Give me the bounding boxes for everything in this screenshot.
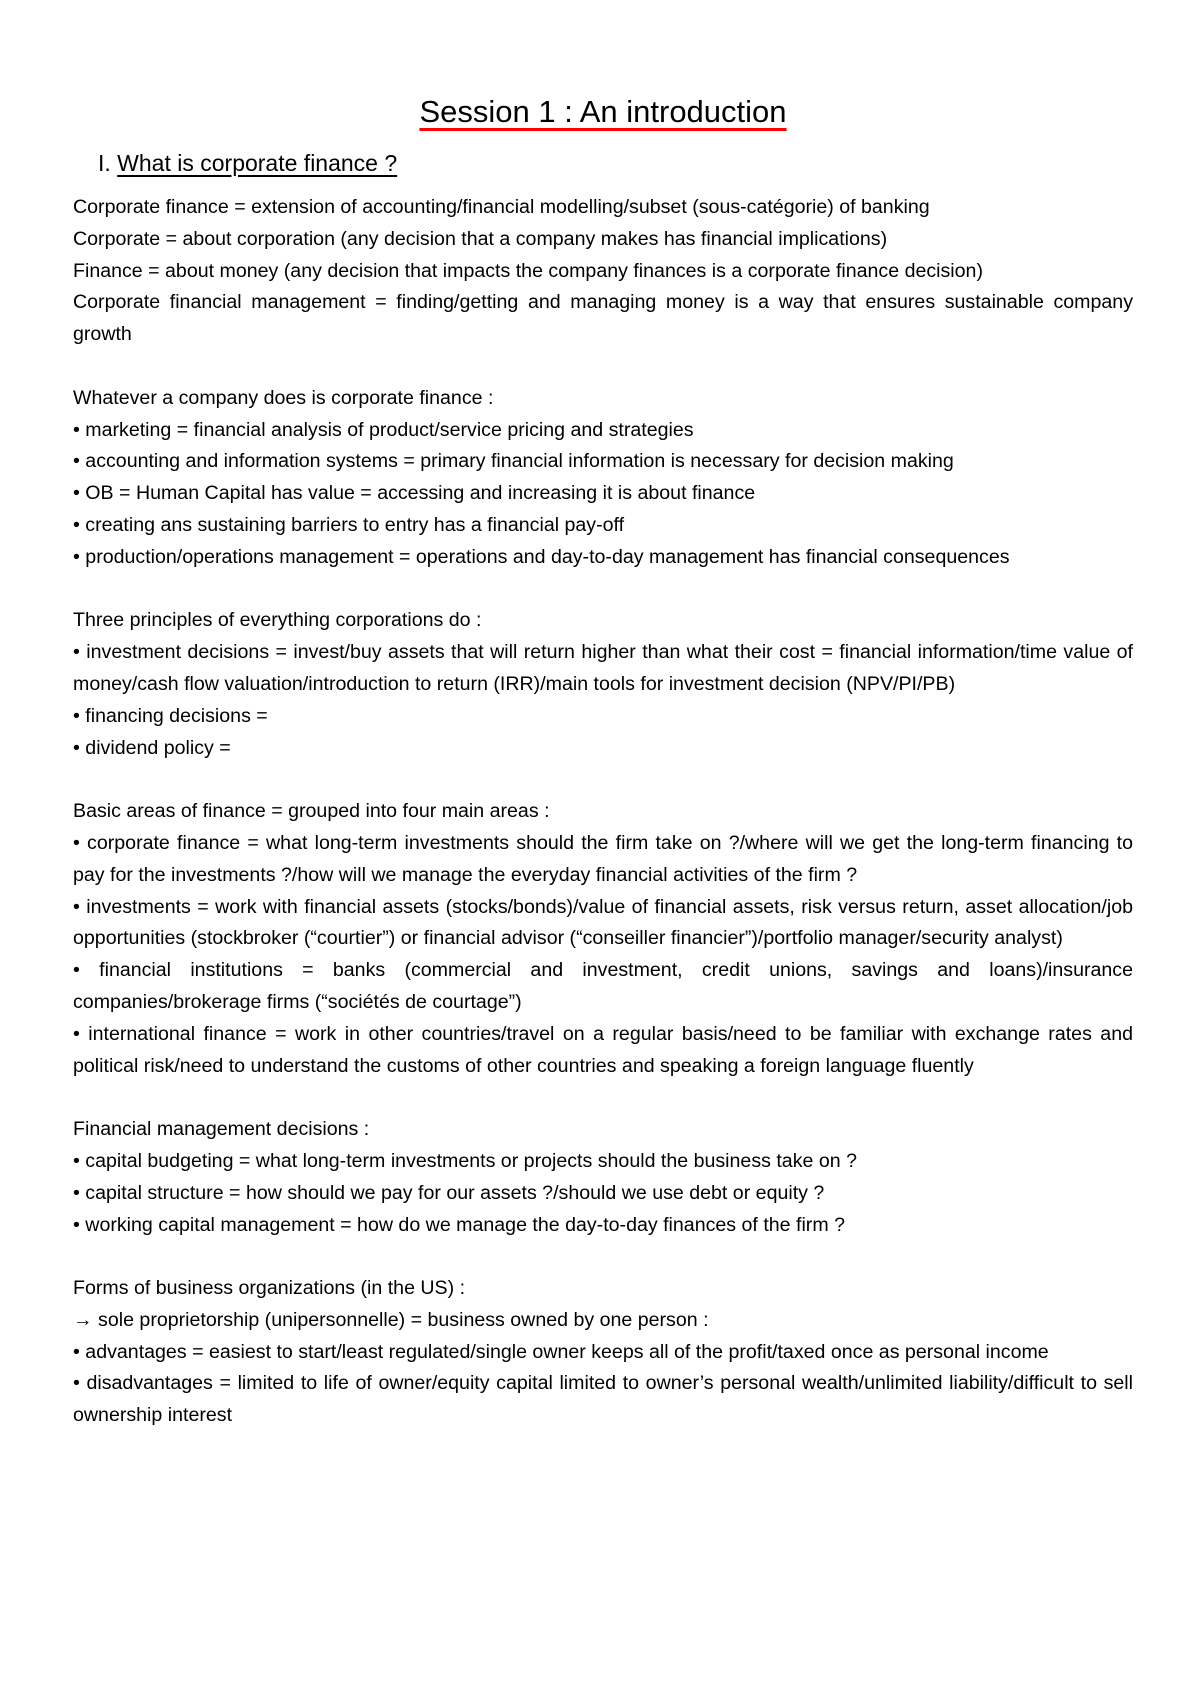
block-lead: Basic areas of finance = grouped into four main areas : — [73, 800, 550, 823]
blank-line — [73, 574, 1133, 606]
bullet-item: • dividend policy = — [73, 736, 231, 759]
bullet-item: • capital structure = how should we pay for our assets ?/should we use debt or equity ? — [73, 1181, 825, 1204]
bullet-item: • capital budgeting = what long-term investments or projects should the business take on ? — [73, 1149, 857, 1172]
intro-line: Corporate finance = extension of accounting/financial modelling/subset (sous-catégorie) of banking — [73, 196, 930, 218]
page-title-text: Session 1 : An introduction — [419, 94, 787, 129]
bullet-item: • accounting and information systems = primary financial information is necessary for decision making — [73, 450, 954, 473]
bullet-item: • corporate finance = what long-term investments should the firm take on ?/where will we get the long-term financing to pay for the investments ?/how will we manage the everyday financial activities of the firm ? — [73, 831, 1133, 886]
decisions-block — [73, 1114, 1133, 1241]
bullet-item: • production/operations management = operations and day-to-day management has financial consequences — [73, 545, 1010, 568]
bullet-item: • marketing = financial analysis of product/service pricing and strategies — [73, 418, 694, 441]
block-lead: Financial management decisions : — [73, 1118, 370, 1141]
block-lead: Whatever a company does is corporate finance : — [73, 386, 494, 409]
bullet-item: • financing decisions = — [73, 704, 268, 727]
page-title — [73, 92, 1133, 132]
bullet-item: • working capital management = how do we manage the day-to-day finances of the firm ? — [73, 1213, 845, 1236]
intro-line: Corporate financial management = finding/getting and managing money is a way that ensures sustainable company growth — [73, 291, 1133, 346]
bullet-item: • international finance = work in other countries/travel on a regular basis/need to be familiar with exchange rates and political risk/need to understand the customs of other countries and speaking a foreign language fluently — [73, 1022, 1133, 1077]
intro-line: Finance = about money (any decision that impacts the company finances is a corporate finance decision) — [73, 259, 983, 282]
block-lead: Three principles of everything corporations do : — [73, 609, 482, 632]
blank-line — [73, 1082, 1133, 1114]
document-page — [73, 92, 1133, 1432]
principles-block — [73, 605, 1133, 764]
section-heading-prefix: I. — [98, 150, 118, 176]
bullet-item: • investments = work with financial assets (stocks/bonds)/value of financial assets, risk versus return, asset allocation/job opportunities (stockbroker (“courtier”) or financial advisor (“conseiller financier”)/portfolio manager/security analyst) — [73, 895, 1133, 950]
whatever-block — [73, 383, 1133, 574]
blank-line — [73, 351, 1133, 383]
forms-block — [73, 1273, 1133, 1432]
intro-block — [73, 192, 1133, 351]
bullet-item: • OB = Human Capital has value = accessing and increasing it is about finance — [73, 482, 756, 505]
bullet-item: • creating ans sustaining barriers to entry has a financial pay-off — [73, 513, 625, 536]
bullet-item: • investment decisions = invest/buy assets that will return higher than what their cost = financial information/time value of money/cash flow valuation/introduction to return (IRR)/main tools for investment decision (NPV/PI/PB) — [73, 641, 1133, 695]
bullet-item: • advantages = easiest to start/least regulated/single owner keeps all of the profit/taxed once as personal income — [73, 1340, 1049, 1363]
areas-block — [73, 796, 1133, 1082]
section-heading-text: What is corporate finance ? — [117, 150, 398, 176]
bullet-item: • financial institutions = banks (commercial and investment, credit unions, savings and loans)/insurance companies/brokerage firms (“sociétés de courtage”) — [73, 959, 1133, 1013]
arrow-item: → sole proprietorship (unipersonnelle) = business owned by one person : — [73, 1308, 709, 1331]
section-heading — [98, 148, 1133, 178]
block-lead: Forms of business organizations (in the US) : — [73, 1277, 466, 1300]
intro-line: Corporate = about corporation (any decision that a company makes has financial implications) — [73, 227, 888, 250]
blank-line — [73, 764, 1133, 796]
bullet-item: • disadvantages = limited to life of owner/equity capital limited to owner’s personal wealth/unlimited liability/difficult to sell ownership interest — [73, 1372, 1133, 1427]
blank-line — [73, 1241, 1133, 1273]
